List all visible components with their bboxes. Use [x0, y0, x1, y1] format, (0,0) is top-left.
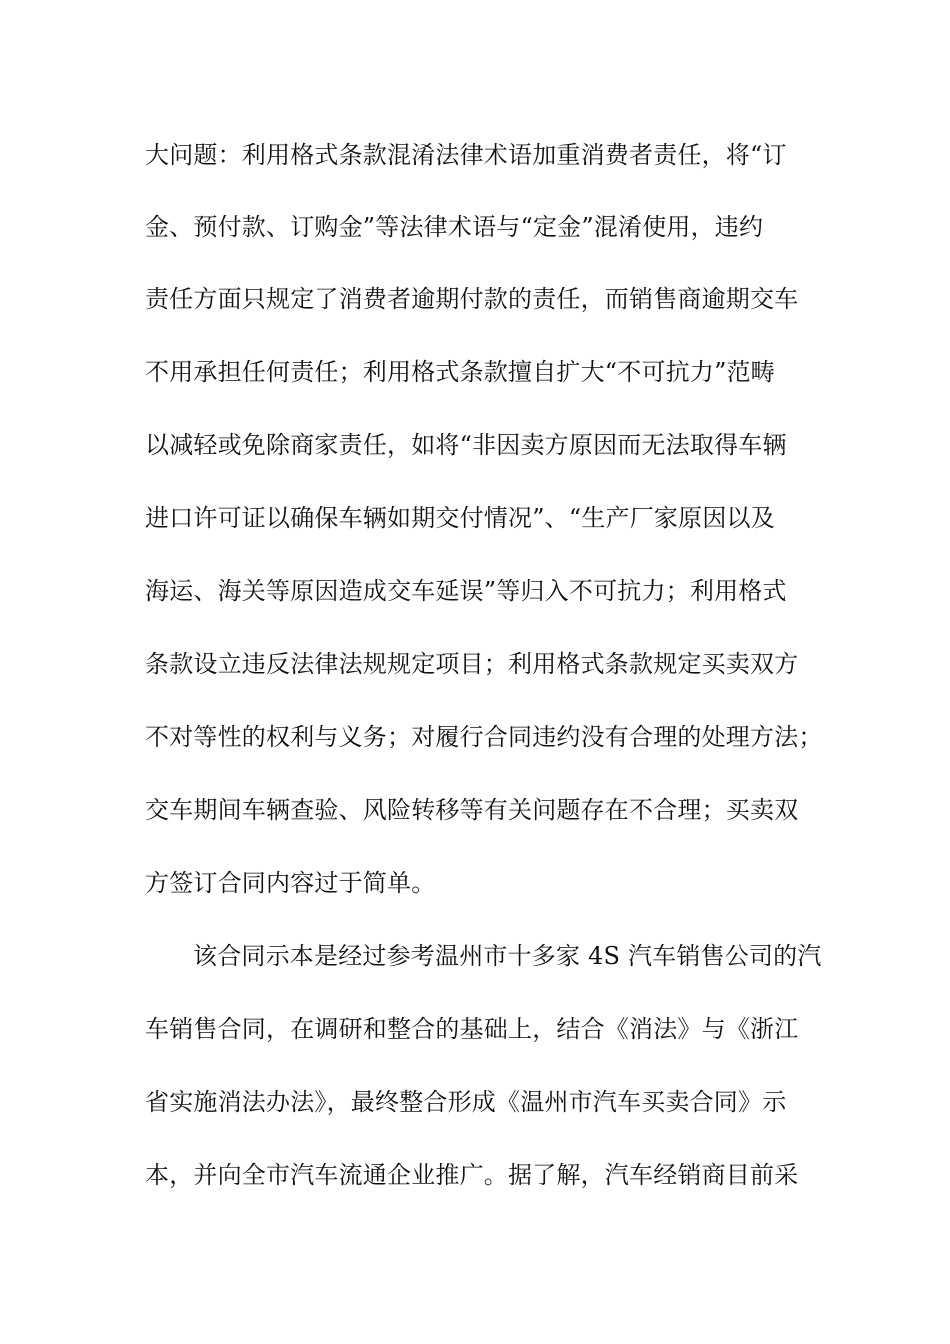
text-line: 省实施消法办法》，最终整合形成《温州市汽车买卖合同》示 [145, 1088, 787, 1116]
text-line: 本，并向全市汽车流通企业推广。据了解，汽车经销商目前采 [145, 1161, 799, 1189]
text-line: 责任方面只规定了消费者逾期付款的责任，而销售商逾期交车 [145, 285, 799, 313]
text-line: 以减轻或免除商家责任，如将“非因卖方原因而无法取得车辆 [145, 431, 787, 459]
text-line: 交车期间车辆查验、风险转移等有关问题存在不合理；买卖双 [145, 796, 799, 824]
text-line: 方签订合同内容过于简单。 [145, 869, 436, 897]
paragraph-first-line: 该合同示本是经过参考温州市十多家 4S 汽车销售公司的汽 [193, 942, 822, 970]
text-line: 车销售合同，在调研和整合的基础上，结合《消法》与《浙江 [145, 1015, 799, 1043]
text-line: 大问题：利用格式条款混淆法律术语加重消费者责任，将“订 [145, 141, 787, 169]
text-line: 海运、海关等原因造成交车延误”等归入不可抗力；利用格式 [145, 577, 787, 605]
text-line: 条款设立违反法律法规规定项目；利用格式条款规定买卖双方 [145, 650, 799, 678]
text-line: 金、预付款、订购金”等法律术语与“定金”混淆使用，违约 [145, 213, 764, 241]
text-line: 不用承担任何责任；利用格式条款擅自扩大“不可抗力”范畴 [145, 358, 775, 386]
text-line: 进口许可证以确保车辆如期交付情况”、“生产厂家原因以及 [145, 504, 775, 532]
text-line: 不对等性的权利与义务；对履行合同违约没有合理的处理方法； [145, 723, 823, 751]
